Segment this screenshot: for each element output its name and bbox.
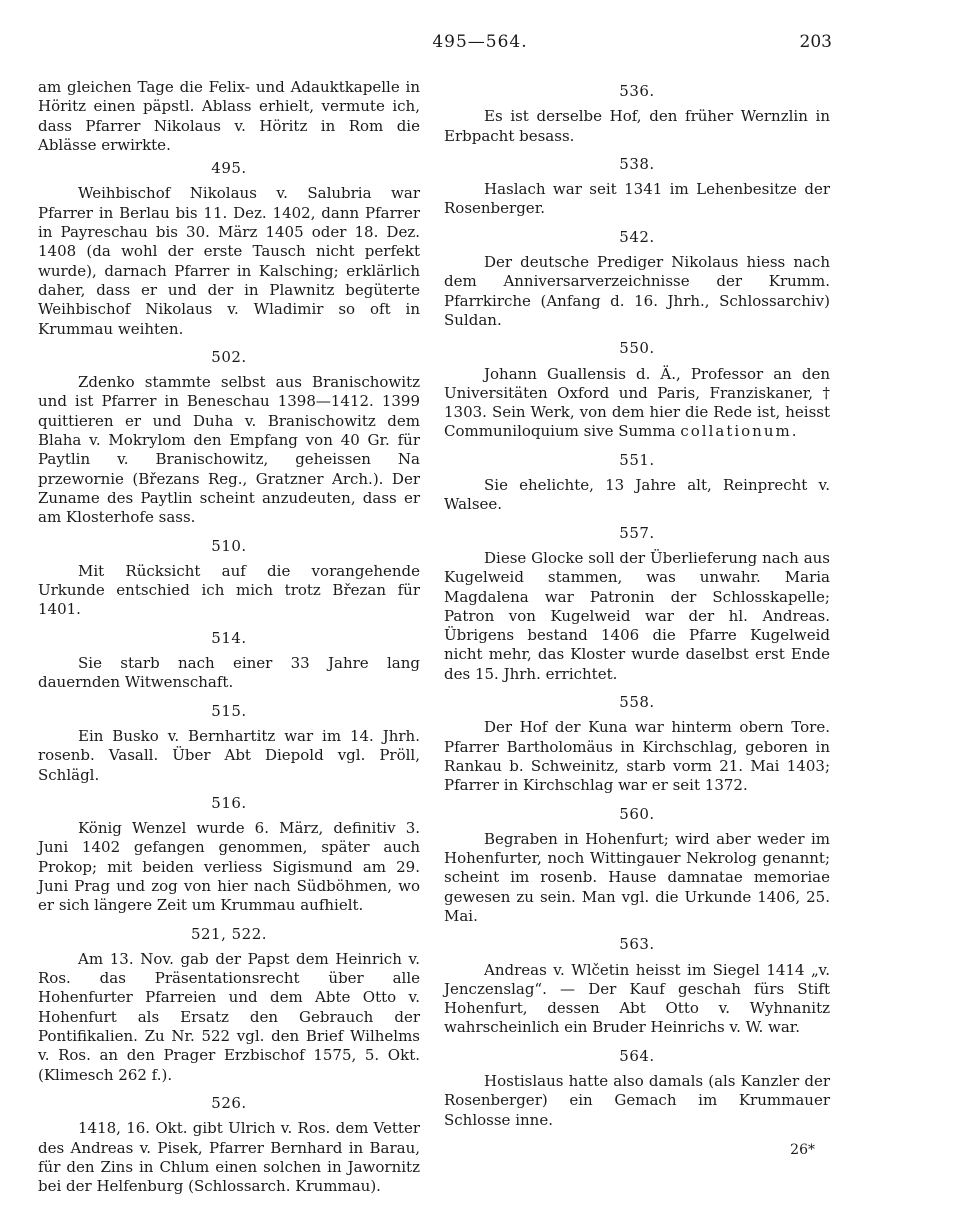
note-text: Es ist derselbe Hof, den früher Wernzlin in Erbpacht besass. xyxy=(444,107,830,145)
note-text: Weihbischof Nikolaus v. Salubria war Pfarrer in Berlau bis 11. Dez. 1402, dann Pfarrer in Payreschau bis 30. März 1405 oder 18. Dez. 1408 (da wohl der erste Tausch nicht perfekt wurde), darnach Pfarrer in Kalsching; erklärlich daher, dass er und der in Plawnitz begüterte Weihbischof Nikolaus v. Wladimir so oft in Krummau weihten. xyxy=(38,184,420,338)
note-entry xyxy=(444,82,830,146)
left-column xyxy=(38,78,420,1205)
note-number: 564. xyxy=(619,1046,655,1065)
note-number: 514. xyxy=(211,628,247,647)
note-entry xyxy=(444,805,830,927)
right-column xyxy=(444,78,830,1139)
note-entry xyxy=(444,228,830,330)
note-number: 510. xyxy=(211,536,247,555)
note-text: Haslach war seit 1341 im Lehenbesitze der Rosenberger. xyxy=(444,180,830,218)
note-entry xyxy=(38,702,420,785)
note-entry xyxy=(38,1094,420,1196)
note-text-main: Johann Guallensis d. Ä., Professor an den Universitäten Oxford und Paris, Franziskaner, † 1303. Sein Werk, von dem hier die Rede ist, heisst Communiloquium sive Summa xyxy=(444,364,830,441)
note-number: 502. xyxy=(211,347,247,366)
note-entry xyxy=(38,537,420,620)
page-header xyxy=(0,32,960,56)
note-number: 538. xyxy=(619,154,655,173)
note-entry xyxy=(444,451,830,515)
note-entry xyxy=(38,159,420,339)
note-number: 560. xyxy=(619,804,655,823)
note-number: 536. xyxy=(619,82,655,100)
note-text: Ein Busko v. Bernhartitz war im 14. Jhrh. rosenb. Vasall. Über Abt Diepold vgl. Pröll, Schlägl. xyxy=(38,726,420,784)
note-text: Mit Rücksicht auf die vorangehende Urkunde entschied ich mich trotz Březan für 1401. xyxy=(38,561,420,619)
note-number: 515. xyxy=(211,701,247,720)
note-text: König Wenzel wurde 6. März, definitiv 3. Juni 1402 gefangen genommen, später auch Prokop; mit beiden verliess Sigismund am 29. Juni Prag und zog von hier nach Südböhmen, wo er sich längere Zeit um Krummau aufhielt. xyxy=(38,819,420,915)
note-text: Der deutsche Prediger Nikolaus hiess nach dem Anniversarverzeichnisse der Krumm. Pfarrkirche (Anfang d. 16. Jhrh., Schlossarchiv) Suldan. xyxy=(444,253,830,329)
note-text: Sie ehelichte, 13 Jahre alt, Reinprecht v. Walsee. xyxy=(444,476,830,514)
note-entry xyxy=(38,925,420,1085)
note-number: 521, 522. xyxy=(190,924,268,943)
note-entry xyxy=(444,1047,830,1130)
note-entry xyxy=(444,935,830,1037)
note-text: Sie starb nach einer 33 Jahre lang dauernden Witwenschaft. xyxy=(38,654,420,692)
note-number: 557. xyxy=(619,523,655,542)
note-text: Diese Glocke soll der Überlieferung nach aus Kugelweid stammen, was unwahr. Maria Magdalena war Patronin der Schlosskapelle; Patron von Kugelweid war der hl. Andreas. Übrigens bestand 1406 die Pfarre Kugelweid nicht mehr, das Kloster wurde daselbst erst Ende des 15. Jhrh. errichtet. xyxy=(444,548,830,683)
note-number: 516. xyxy=(211,793,247,812)
signature-mark: 26* xyxy=(790,1142,815,1158)
page-number: 203 xyxy=(799,32,832,52)
note-number: 495. xyxy=(211,159,247,178)
note-entry xyxy=(38,348,420,528)
page-range: 495—564. xyxy=(432,32,528,52)
note-entry xyxy=(444,155,830,219)
note-entry xyxy=(444,693,830,795)
note-number: 563. xyxy=(619,935,655,954)
note-text: Am 13. Nov. gab der Papst dem Heinrich v. Ros. das Präsentationsrecht über alle Hohenfurter Pfarreien und dem Abte Otto v. Hohenfurt als Ersatz den Gebrauch der Pontifikalien. Zu Nr. 522 vgl. den Brief Wilhelms v. Ros. an den Prager Erzbischof 1575, 5. Okt. (Klimesch 262 f.). xyxy=(38,949,420,1084)
note-text-spaced: collationum. xyxy=(680,422,799,441)
note-entry xyxy=(38,794,420,916)
note-entry xyxy=(38,629,420,693)
note-text: Andreas v. Wlčetin heisst im Siegel 1414 „v. Jenczenslag“. — Der Kauf geschah fürs Stift Hohenfurt, dessen Abt Otto v. Wyhnanitz wahrscheinlich ein Bruder Heinrichs v. W. war. xyxy=(444,960,830,1037)
note-text: Zdenko stammte selbst aus Branischowitz und ist Pfarrer in Beneschau 1398—1412. 1399 quittieren er und Duha v. Branischowitz dem Blaha v. Mokrylom den Empfang von 40 Gr. für Paytlin v. Branischowitz, geheissen Na przewornie (Březans Reg., Gratzner Arch.). Der Zuname des Paytlin scheint anzudeuten, dass er am Klosterhofe sass. xyxy=(38,373,420,527)
note-number: 542. xyxy=(619,227,655,246)
note-text: Der Hof der Kuna war hinterm obern Tore. Pfarrer Bartholomäus in Kirchschlag, geboren in Rankau b. Schweinitz, starb vorm 21. Mai 1403; Pfarrer in Kirchschlag war er seit 1372. xyxy=(444,718,830,795)
note-text: Begraben in Hohenfurt; wird aber weder im Hohenfurter, noch Wittingauer Nekrolog genannt; scheint im rosenb. Hause damnatae memoriae gewesen zu sein. Man vgl. die Urkunde 1406, 25. Mai. xyxy=(444,829,830,925)
note-number: 526. xyxy=(211,1093,247,1112)
continuation-paragraph: am gleichen Tage die Felix- und Adauktkapelle in Höritz einen päpstl. Ablass erhielt, vermute ich, dass Pfarrer Nikolaus v. Höritz in Rom die Ablässe erwirkte. xyxy=(38,78,420,154)
note-number: 558. xyxy=(619,693,655,712)
note-number: 551. xyxy=(619,450,655,469)
note-text: 1418, 16. Okt. gibt Ulrich v. Ros. dem Vetter des Andreas v. Pisek, Pfarrer Bernhard in Barau, für den Zins in Chlum einen solchen in Jawornitz bei der Helfenburg (Schlossarch. Krummau). xyxy=(38,1119,420,1196)
note-number: 550. xyxy=(619,339,655,358)
note-entry xyxy=(444,339,830,441)
note-text xyxy=(444,365,830,442)
note-entry xyxy=(444,524,830,684)
note-text: Hostislaus hatte also damals (als Kanzler der Rosenberger) ein Gemach im Krummauer Schlosse inne. xyxy=(444,1072,830,1129)
